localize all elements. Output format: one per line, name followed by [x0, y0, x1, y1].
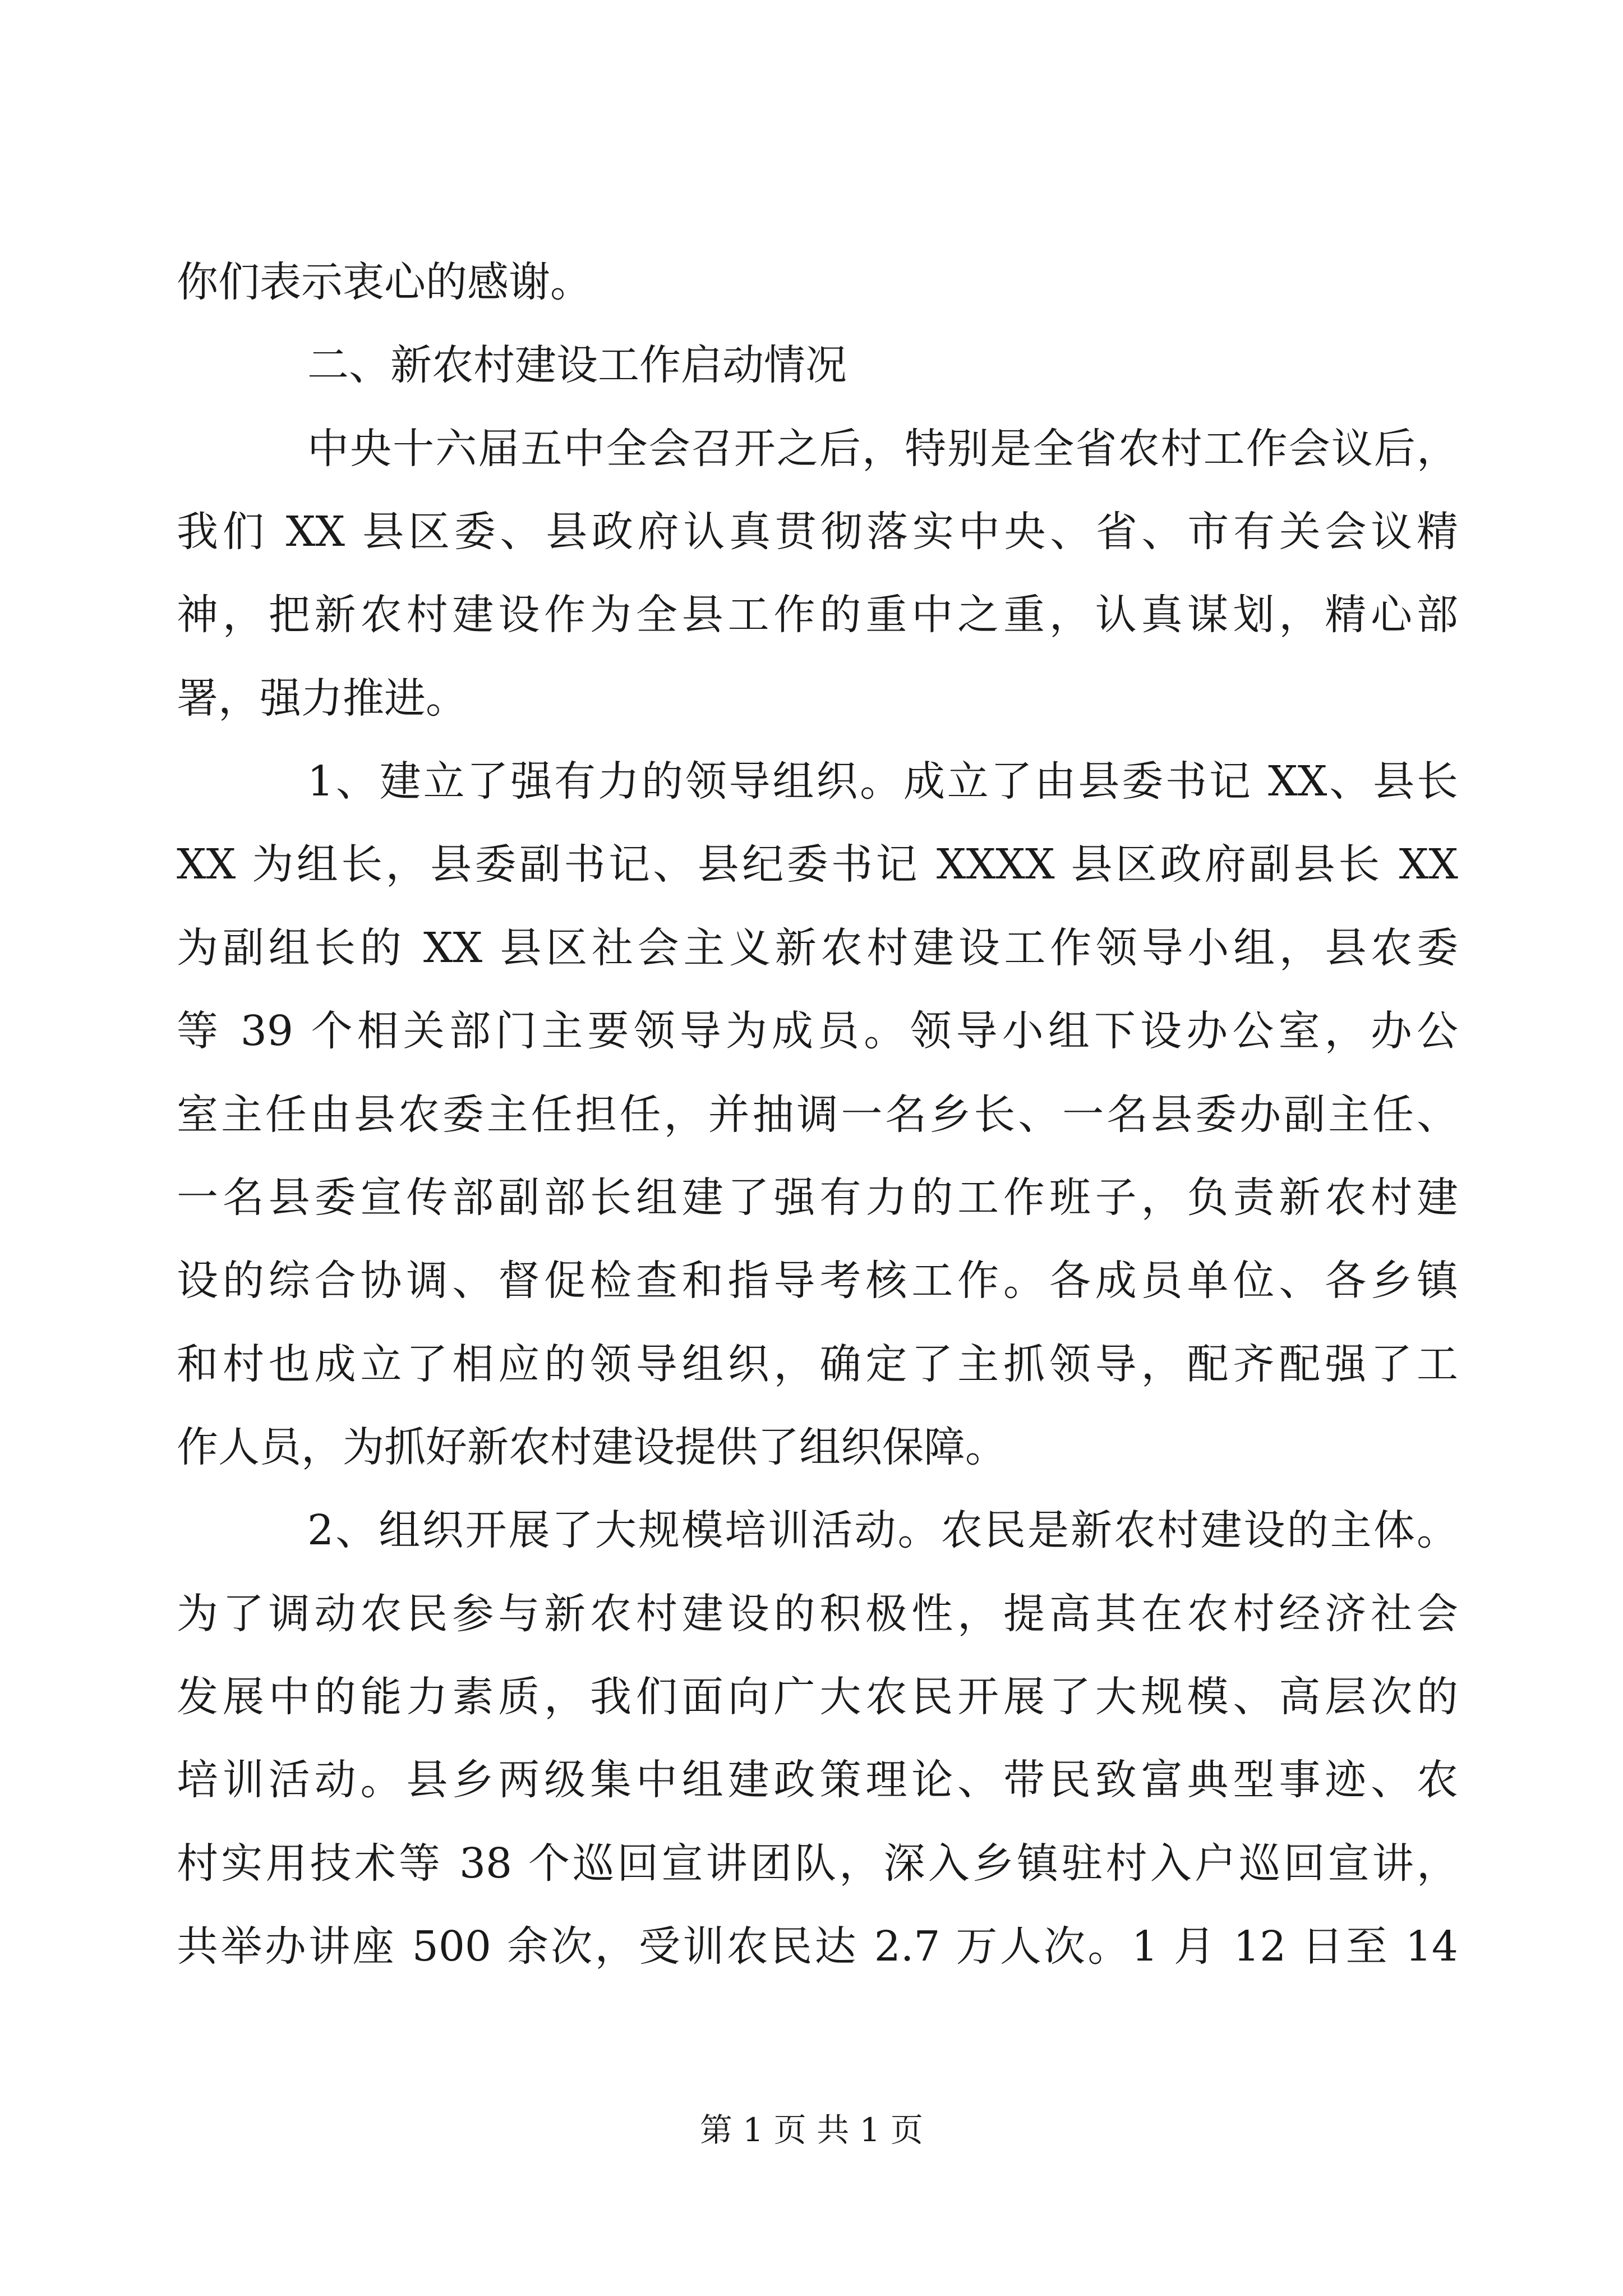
body-line: 中央十六届五中全会召开之后，特别是全省农村工作会议后， — [307, 425, 1458, 473]
page-footer: 第 1 页 共 1 页 — [700, 2111, 923, 2149]
body-line: 培训活动。县乡两级集中组建政策理论、带民致富典型事迹、农 — [177, 1756, 1458, 1804]
body-line: XX 为组长，县委副书记、县纪委书记 XXXX 县区政府副县长 XX — [177, 840, 1458, 889]
body-line: 一名县委宣传部副部长组建了强有力的工作班子，负责新农村建 — [177, 1174, 1458, 1222]
body-line: 共举办讲座 500 余次，受训农民达 2.7 万人次。1 月 12 日至 14 — [177, 1922, 1458, 1971]
body-line: 等 39 个相关部门主要领导为成员。领导小组下设办公室，办公 — [177, 1007, 1458, 1055]
body-line: 为副组长的 XX 县区社会主义新农村建设工作领导小组，县农委 — [177, 924, 1458, 972]
body-line: 1、建立了强有力的领导组织。成立了由县委书记 XX、县长 — [307, 757, 1458, 806]
body-line: 作人员，为抓好新农村建设提供了组织保障。 — [177, 1423, 1007, 1471]
body-line: 神，把新农村建设作为全县工作的重中之重，认真谋划，精心部 — [177, 591, 1458, 639]
body-line: 我们 XX 县区委、县政府认真贯彻落实中央、省、市有关会议精 — [177, 508, 1458, 556]
section-heading: 二、新农村建设工作启动情况 — [307, 341, 847, 389]
body-line: 为了调动农民参与新农村建设的积极性，提高其在农村经济社会 — [177, 1590, 1458, 1638]
body-line: 室主任由县农委主任担任，并抽调一名乡长、一名县委办副主任、 — [177, 1091, 1458, 1139]
body-line: 2、组织开展了大规模培训活动。农民是新农村建设的主体。 — [307, 1506, 1458, 1554]
body-line: 村实用技术等 38 个巡回宣讲团队，深入乡镇驻村入户巡回宣讲， — [177, 1839, 1458, 1888]
body-line: 你们表示衷心的感谢。 — [177, 258, 592, 306]
body-line: 署，强力推进。 — [177, 674, 467, 723]
body-line: 发展中的能力素质，我们面向广大农民开展了大规模、高层次的 — [177, 1673, 1458, 1721]
body-line: 设的综合协调、督促检查和指导考核工作。各成员单位、各乡镇 — [177, 1257, 1458, 1305]
body-line: 和村也成立了相应的领导组织，确定了主抓领导，配齐配强了工 — [177, 1340, 1458, 1388]
